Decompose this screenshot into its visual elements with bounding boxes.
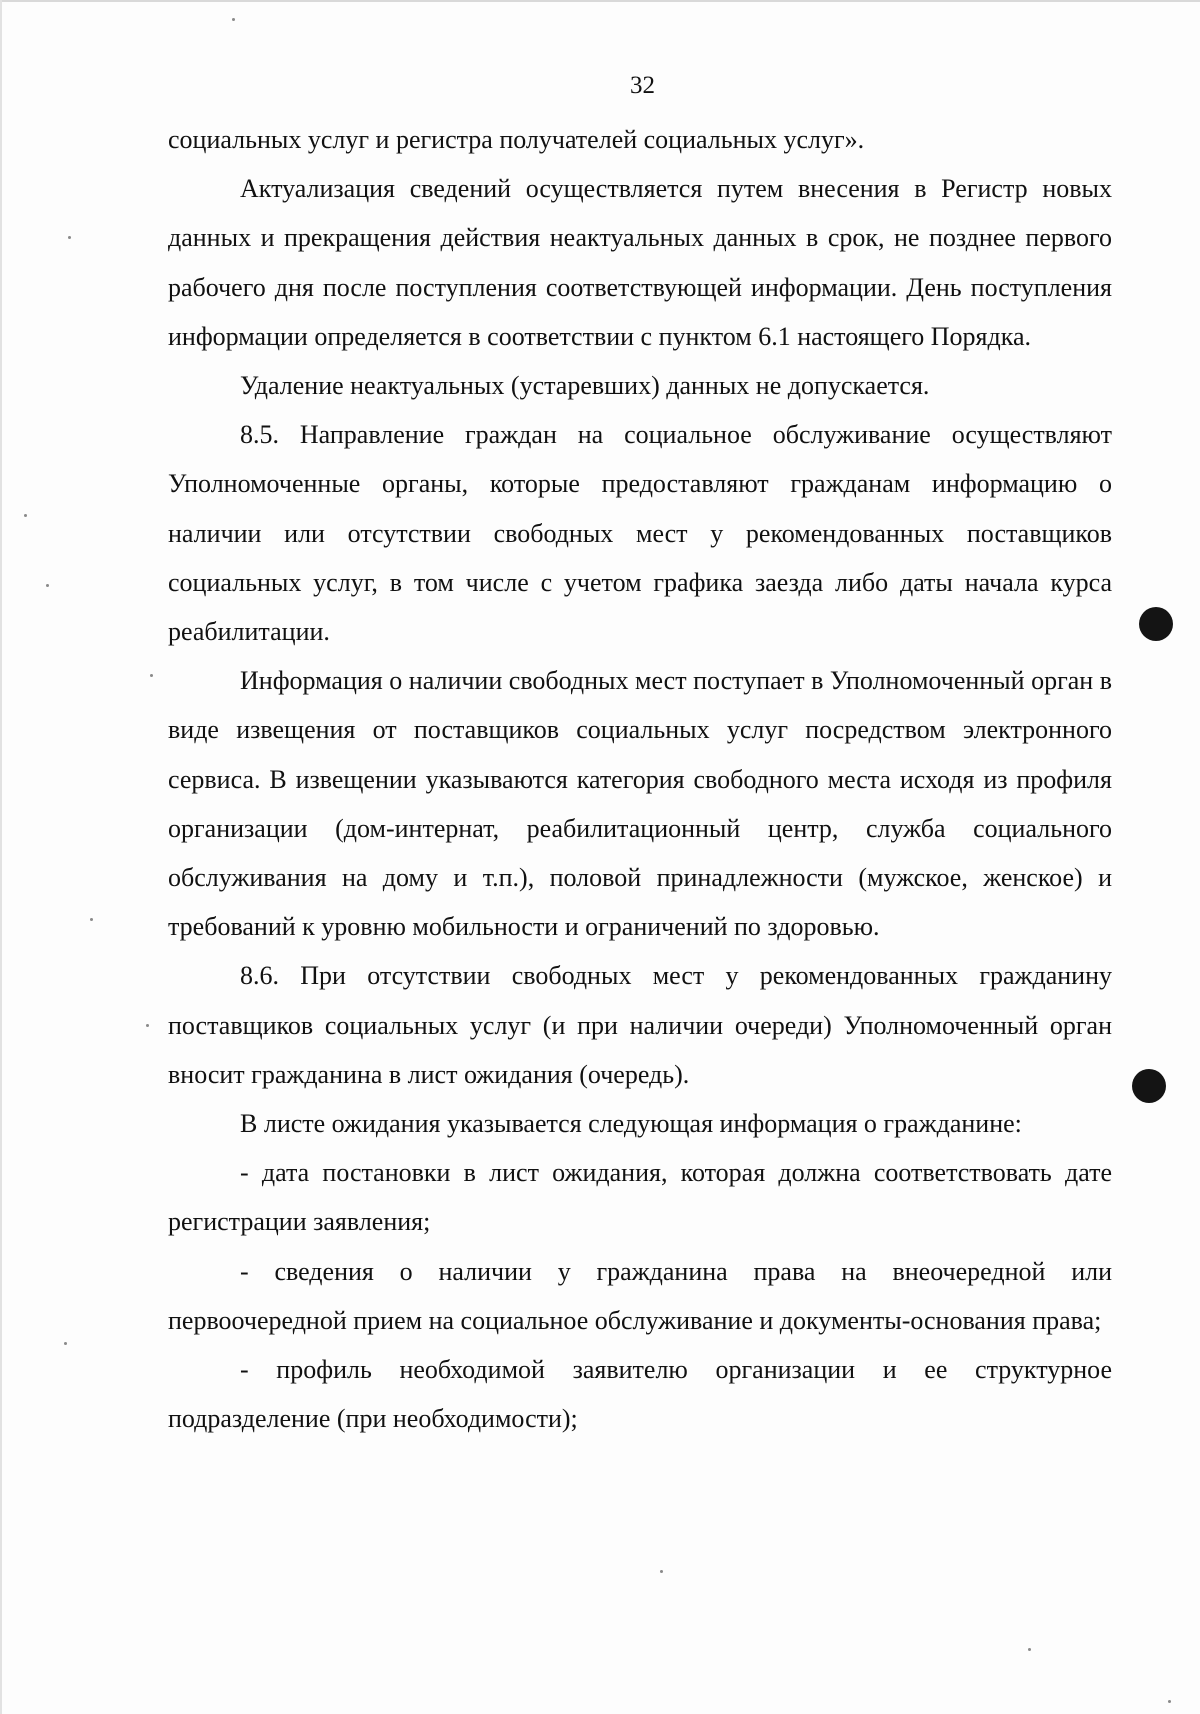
list-item-organization-profile: - профиль необходимой заявителю организации и ее структурное подразделение (при необходимости); (168, 1355, 1112, 1434)
paragraph-8-5: 8.5. Направление граждан на социальное обслуживание осуществляют Уполномоченные органы, которые предоставляют гражданам информацию о наличии или отсутствии свободных мест у рекомендованных поставщиков социальных услуг, в том числе с учетом графика заезда либо даты начала курса реабилитации. (168, 420, 1112, 647)
scan-top-edge (0, 0, 1200, 2)
scan-speck (64, 1342, 67, 1345)
punch-hole-mark (1132, 1069, 1166, 1103)
scan-speck (150, 674, 153, 677)
scan-speck (660, 1570, 663, 1573)
paragraph-free-places: Информация о наличии свободных мест поступает в Уполномоченный орган в виде извещения от поставщиков социальных услуг посредством электронного сервиса. В извещении указываются категория свободного места исходя из профиля организации (дом-интернат, реабилитационный центр, служба социального обслуживания на дому и т.п.), половой принадлежности (мужское, женское) и требований к уровню мобильности и ограничений по здоровью. (168, 666, 1112, 942)
punch-hole-mark (1139, 607, 1173, 641)
page-number: 32 (630, 72, 655, 99)
list-item-registration-date: - дата постановки в лист ожидания, которая должна соответствовать дате регистрации заявления; (168, 1158, 1112, 1237)
scan-speck (90, 918, 93, 921)
scan-speck (1028, 1648, 1031, 1651)
scan-speck (1168, 1700, 1171, 1703)
paragraph-continuation: социальных услуг и регистра получателей социальных услуг». (168, 125, 865, 154)
scan-left-edge (0, 0, 2, 1714)
paragraph-actualization: Актуализация сведений осуществляется путем внесения в Регистр новых данных и прекращения действия неактуальных данных в срок, не позднее первого рабочего дня после поступления соответствующей информации. День поступления информации определяется в соответствии с пунктом 6.1 настоящего Порядка. (168, 174, 1112, 351)
list-item-priority-right: - сведения о наличии у гражданина права на внеочередной или первоочередной прием на социальное обслуживание и документы-основания права; (168, 1256, 1112, 1335)
paragraph-deletion: Удаление неактуальных (устаревших) данных не допускается. (240, 371, 930, 401)
scan-speck (146, 1024, 149, 1027)
paragraph-waiting-list-intro: В листе ожидания указывается следующая информация о гражданине: (240, 1109, 1022, 1139)
scan-speck (24, 514, 27, 517)
scan-speck (68, 236, 71, 239)
scan-speck (232, 18, 235, 21)
scan-speck (46, 584, 49, 587)
paragraph-8-6: 8.6. При отсутствии свободных мест у рекомендованных гражданину поставщиков социальных услуг (и при наличии очереди) Уполномоченный орган вносит гражданина в лист ожидания (очередь). (168, 961, 1112, 1089)
document-body (168, 115, 1112, 1443)
